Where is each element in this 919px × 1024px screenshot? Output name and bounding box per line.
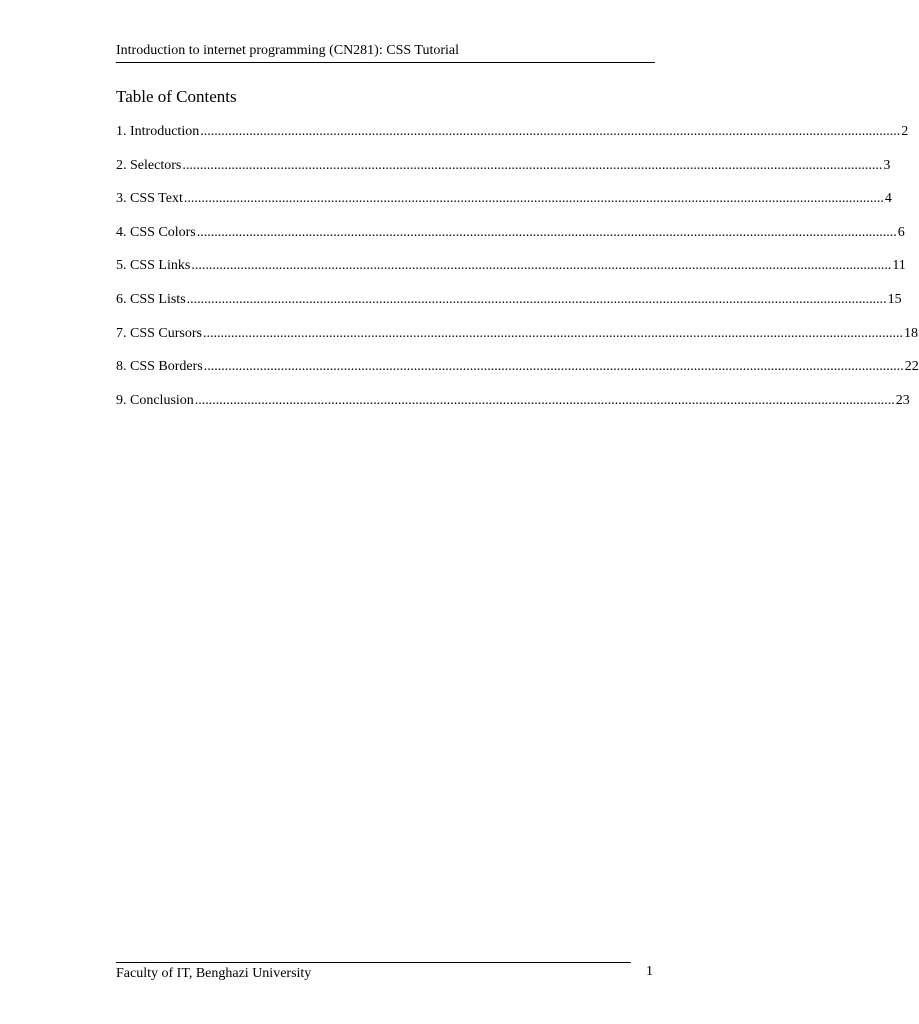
toc-entry-label: 6. CSS Lists <box>116 291 186 307</box>
toc-entry-label: 2. Selectors <box>116 157 182 173</box>
page-footer <box>116 962 653 986</box>
toc-dot-leader: ........................................................................................................................................................................................................ <box>186 291 887 307</box>
toc-entry-page: 6 <box>897 224 905 240</box>
page-number: 1 <box>646 964 653 979</box>
toc-entry-label: 3. CSS Text <box>116 191 183 207</box>
toc-entry-css-cursors[interactable] <box>116 325 918 359</box>
header-title: Introduction to internet programming (CN281): CSS Tutorial <box>116 43 459 58</box>
toc-entry-label: 7. CSS Cursors <box>116 325 202 341</box>
toc-entry-page: 4 <box>884 191 892 207</box>
toc-entry-page: 22 <box>904 359 919 375</box>
toc-entry-css-borders[interactable] <box>116 358 919 392</box>
toc-entry-introduction[interactable] <box>116 123 909 157</box>
toc-dot-leader: ........................................................................................................................................................................................................ <box>194 392 895 408</box>
toc-entry-label: 9. Conclusion <box>116 392 194 408</box>
toc-entry-css-text[interactable] <box>116 190 892 224</box>
toc-dot-leader: ........................................................................................................................................................................................................ <box>183 191 884 207</box>
toc-entry-page: 2 <box>901 124 909 139</box>
footer-institution: Faculty of IT, Benghazi University <box>116 966 312 981</box>
toc-entry-page: 3 <box>883 157 891 173</box>
toc-entry-css-lists[interactable] <box>116 291 902 325</box>
table-of-contents <box>116 123 919 425</box>
page-header <box>116 42 655 63</box>
toc-dot-leader: ........................................................................................................................................................................................................ <box>203 359 904 375</box>
toc-entry-selectors[interactable] <box>116 157 891 191</box>
toc-dot-leader: ........................................................................................................................................................................................................ <box>182 157 883 173</box>
toc-entry-label: 8. CSS Borders <box>116 359 203 375</box>
toc-entry-conclusion[interactable] <box>116 392 910 426</box>
toc-entry-page: 15 <box>887 291 902 307</box>
toc-entry-page: 23 <box>895 392 910 408</box>
footer-divider <box>116 962 631 963</box>
toc-dot-leader: ........................................................................................................................................................................................................ <box>191 258 892 274</box>
toc-dot-leader: ........................................................................................................................................................................................................ <box>202 325 903 341</box>
toc-dot-leader: ........................................................................................................................................................................................................ <box>200 124 901 139</box>
toc-entry-css-links[interactable] <box>116 257 906 291</box>
toc-dot-leader: ........................................................................................................................................................................................................ <box>196 224 897 240</box>
toc-entry-page: 18 <box>903 325 918 341</box>
toc-entry-label: 4. CSS Colors <box>116 224 196 240</box>
toc-entry-label: 1. Introduction <box>116 124 200 139</box>
toc-entry-css-colors[interactable] <box>116 224 905 258</box>
toc-entry-label: 5. CSS Links <box>116 258 191 274</box>
toc-title: Table of Contents <box>116 87 237 106</box>
toc-entry-page: 11 <box>892 258 906 274</box>
